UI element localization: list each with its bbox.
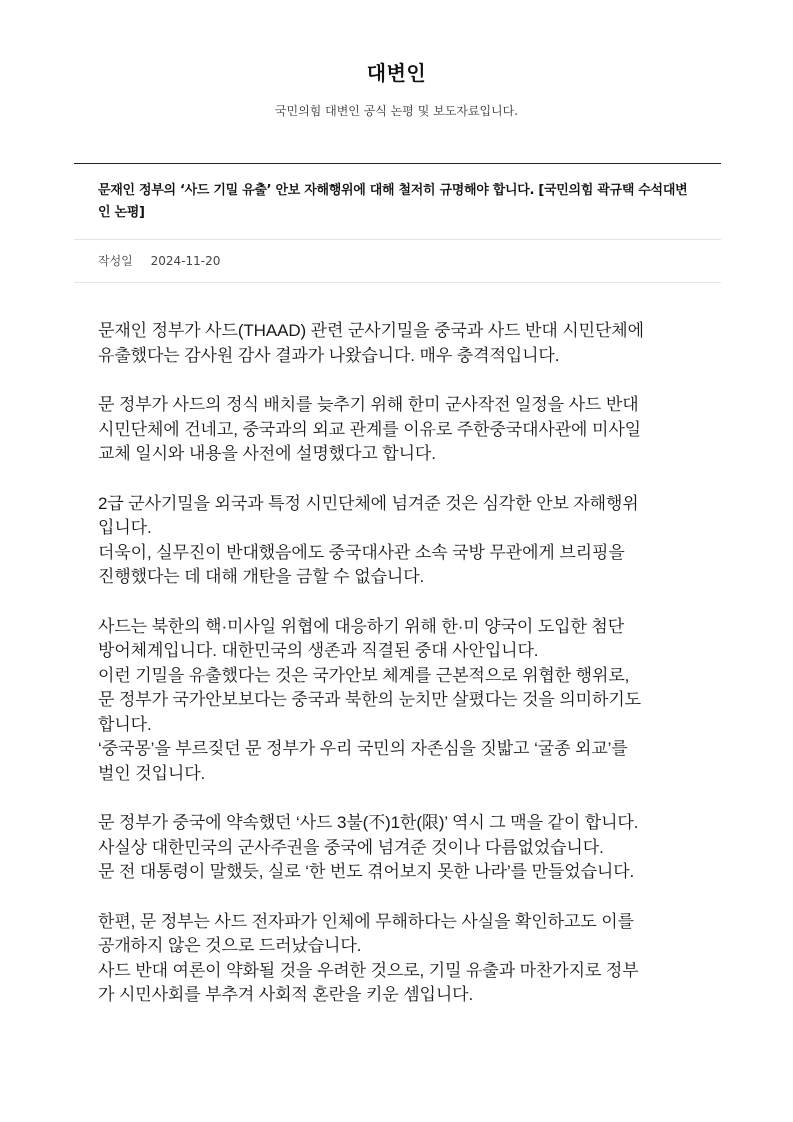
- body-line: 공개하지 않은 것으로 드러났습니다.: [98, 936, 362, 955]
- date-value: 2024-11-20: [150, 254, 221, 268]
- article: [74, 163, 721, 1033]
- paragraph-2: [98, 393, 697, 467]
- body-line: 문 정부가 사드의 정식 배치를 늦추기 위해 한미 군사작전 일정을 사드 반대: [98, 395, 639, 414]
- body-line: 교체 일시와 내용을 사전에 설명했다고 합니다.: [98, 444, 436, 463]
- paragraph-6: [98, 910, 697, 1008]
- body-line: 문재인 정부가 사드(THAAD) 관련 군사기밀을 중국과 사드 반대 시민단체에: [98, 321, 644, 340]
- body-line: 방어체계입니다. 대한민국의 생존과 직결된 중대 사안입니다.: [98, 641, 539, 660]
- article-body: [74, 283, 721, 1008]
- page-title: 대변인: [366, 61, 427, 85]
- body-line: 시민단체에 건네고, 중국과의 외교 관계를 이유로 주한중국대사관에 미사일: [98, 419, 641, 439]
- body-line: 문 전 대통령이 말했듯, 실로 ‘한 번도 겪어보지 못한 나라’를 만들었습니다.: [98, 862, 635, 881]
- page-subtitle: 국민의힘 대변인 공식 논평 및 보도자료입니다.: [274, 104, 519, 118]
- body-line: 사실상 대한민국의 군사주권을 중국에 넘겨준 것이나 다름없었습니다.: [98, 837, 604, 857]
- body-line: 가 시민사회를 부추겨 사회적 혼란을 키운 셈입니다.: [98, 985, 474, 1004]
- body-line: 합니다.: [98, 714, 152, 734]
- paragraph-4: [98, 615, 697, 787]
- body-line: 더욱이, 실무진이 반대했음에도 중국대사관 소속 국방 무관에게 브리핑을: [98, 542, 625, 562]
- body-line: 입니다.: [98, 518, 152, 537]
- body-line: 이런 기밀을 유출했다는 것은 국가안보 체계를 근본적으로 위협한 행위로,: [98, 665, 630, 685]
- site-header: [0, 58, 793, 120]
- body-line: ‘중국몽’을 부르짖던 문 정부가 우리 국민의 자존심을 짓밟고 ‘굴종 외교’를: [98, 739, 628, 758]
- article-title: 문재인 정부의 ‘사드 기밀 유출’ 안보 자해행위에 대해 철저히 규명해야 합니다. [국민의힘 곽규택 수석대변인 논평]: [98, 183, 688, 220]
- article-meta: [74, 240, 721, 283]
- paragraph-3: [98, 492, 697, 590]
- paragraph-1: [98, 319, 697, 368]
- body-line: 사드 반대 여론이 약화될 것을 우려한 것으로, 기밀 유출과 마찬가지로 정부: [98, 960, 639, 980]
- body-line: 사드는 북한의 핵·미사일 위협에 대응하기 위해 한·미 양국이 도입한 첨단: [98, 616, 625, 636]
- article-title-container: [74, 163, 721, 240]
- body-line: 문 정부가 국가안보보다는 중국과 북한의 눈치만 살폈다는 것을 의미하기도: [98, 690, 641, 709]
- body-line: 한편, 문 정부는 사드 전자파가 인체에 무해하다는 사실을 확인하고도 이를: [98, 911, 634, 931]
- body-line: 유출했다는 감사원 감사 결과가 나왔습니다. 매우 충격적입니다.: [98, 345, 560, 365]
- body-line: 2급 군사기밀을 외국과 특정 시민단체에 넘겨준 것은 심각한 안보 자해행위: [98, 493, 639, 513]
- body-line: 벌인 것입니다.: [98, 763, 206, 783]
- body-line: 문 정부가 중국에 약속했던 ‘사드 3불(不)1한(限)’ 역시 그 맥을 같이 합니다.: [98, 813, 639, 832]
- body-line: 진행했다는 데 대해 개탄을 금할 수 없습니다.: [98, 567, 425, 586]
- paragraph-5: [98, 811, 697, 885]
- date-label: 작성일: [98, 254, 133, 268]
